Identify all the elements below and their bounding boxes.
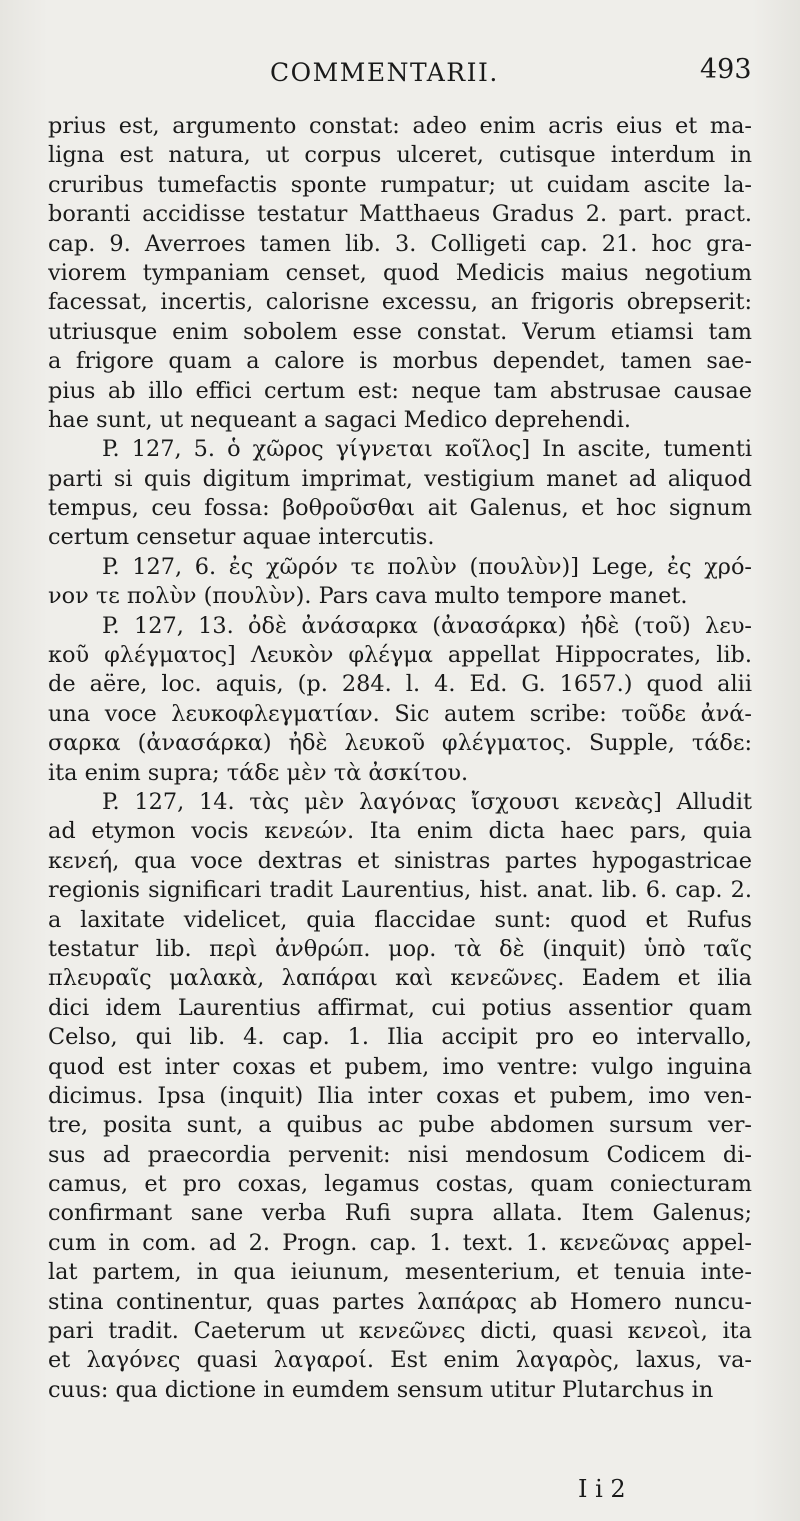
text-line: regionis significari tradit Laurentius, hist. anat. lib. 6. cap. 2. bbox=[48, 877, 752, 904]
text-line: a laxitate videlicet, quia flaccidae sunt: quod et Rufus bbox=[48, 906, 752, 933]
text-line: P. 127, 14. τὰς μὲν λαγόνας ἴσχουσι κενεὰς] Alludit bbox=[102, 788, 752, 815]
text-line: pari tradit. Caeterum ut κενεῶνες dicti, quasi κενεοὶ, ita bbox=[48, 1318, 752, 1345]
text-line: ligna est natura, ut corpus ulceret, cutisque interdum in bbox=[48, 142, 752, 169]
body-text bbox=[48, 112, 752, 1405]
text-line: νον τε πολὺν (πουλὺν). Pars cava multo tempore manet. bbox=[48, 583, 688, 610]
text-line: κενεή, qua voce dextras et sinistras partes hypogastricae bbox=[48, 847, 752, 874]
signature-mark: I i 2 bbox=[578, 1475, 626, 1503]
text-line: πλευραῖς μαλακὰ, λαπάραι καὶ κενεῶνες. Eadem et ilia bbox=[48, 965, 752, 992]
text-line: cruribus tumefactis sponte rumpatur; ut cuidam ascite la- bbox=[48, 171, 752, 198]
text-line: de aëre, loc. aquis, (p. 284. l. 4. Ed. G. 1657.) quod alii bbox=[48, 671, 752, 698]
text-line: cum in com. ad 2. Progn. cap. 1. text. 1. κενεῶνας appel- bbox=[48, 1229, 752, 1256]
text-line: viorem tympaniam censet, quod Medicis maius negotium bbox=[48, 259, 752, 286]
text-line: facessat, incertis, calorisne excessu, an frigoris obrepserit: bbox=[48, 289, 752, 316]
text-line: κοῦ φλέγματος] Λευκὸν φλέγμα appellat Hippocrates, lib. bbox=[48, 642, 752, 669]
text-line: prius est, argumento constat: adeo enim acris eius et ma- bbox=[48, 113, 752, 139]
text-line: confirmant sane verba Rufi supra allata. Item Galenus; bbox=[48, 1200, 752, 1227]
text-line: Celso, qui lib. 4. cap. 1. Ilia accipit pro eo intervallo, bbox=[48, 1024, 752, 1051]
running-title: COMMENTARII. bbox=[270, 58, 499, 87]
page-header bbox=[0, 52, 800, 92]
text-line: dicimus. Ipsa (inquit) Ilia inter coxas et pubem, imo ven- bbox=[48, 1082, 752, 1109]
text-line: P. 127, 13. ὀδὲ ἀνάσαρκα (ἀνασάρκα) ἠδὲ (τοῦ) λευ- bbox=[102, 612, 752, 639]
page-number: 493 bbox=[700, 54, 752, 85]
text-line: dici idem Laurentius affirmat, cui potius assentior quam bbox=[48, 994, 752, 1021]
text-line: ad etymon vocis κενεών. Ita enim dicta haec pars, quia bbox=[48, 818, 752, 845]
text-line: σαρκα (ἀνασάρκα) ἠδὲ λευκοῦ φλέγματος. Supple, τάδε: bbox=[48, 730, 752, 757]
text-line: una voce λευκοφλεγματίαν. Sic autem scribe: τοῦδε ἀνά- bbox=[48, 700, 752, 727]
text-line: tre, posita sunt, a quibus ac pube abdomen sursum ver- bbox=[48, 1112, 752, 1139]
text-line: utriusque enim sobolem esse constat. Verum etiamsi tam bbox=[48, 318, 752, 345]
text-line: cuus: qua dictione in eumdem sensum utitur Plutarchus in bbox=[48, 1376, 714, 1403]
text-line: tempus, ceu fossa: βοθροῦσθαι ait Galenus, et hoc signum bbox=[48, 495, 752, 522]
text-line: P. 127, 6. ἐς χῶρόν τε πολὺν (πουλὺν)] Lege, ἐς χρό- bbox=[102, 553, 752, 580]
text-line: quod est inter coxas et pubem, imo ventre: vulgo inguina bbox=[48, 1053, 752, 1080]
text-line: P. 127, 5. ὁ χῶρος γίγνεται κοῖλος] In ascite, tumenti bbox=[102, 436, 752, 463]
text-line: et λαγόνες quasi λαγαροί. Est enim λαγαρὸς, laxus, va- bbox=[48, 1347, 752, 1374]
text-line: testatur lib. περὶ ἀνθρώπ. μορ. τὰ δὲ (inquit) ὑπὸ ταῖς bbox=[48, 935, 752, 962]
text-line: boranti accidisse testatur Matthaeus Gradus 2. part. pract. bbox=[48, 201, 752, 228]
text-line: lat partem, in qua ieiunum, mesenterium, et tenuia inte- bbox=[48, 1259, 752, 1286]
text-line: parti si quis digitum imprimat, vestigium manet ad aliquod bbox=[48, 465, 752, 492]
text-line: ita enim supra; τάδε μὲν τὰ ἀσκίτου. bbox=[48, 759, 469, 786]
text-line: sus ad praecordia pervenit: nisi mendosum Codicem di- bbox=[48, 1141, 752, 1168]
text-line: camus, et pro coxas, legamus costas, quam coniecturam bbox=[48, 1171, 752, 1198]
text-line: cap. 9. Averroes tamen lib. 3. Colligeti cap. 21. hoc gra- bbox=[48, 230, 752, 257]
text-line: stina continentur, quas partes λαπάρας ab Homero nuncu- bbox=[48, 1288, 752, 1315]
text-line: certum censetur aquae intercutis. bbox=[48, 524, 435, 551]
text-line: hae sunt, ut nequeant a sagaci Medico deprehendi. bbox=[48, 406, 631, 433]
text-line: a frigore quam a calore is morbus dependet, tamen sae- bbox=[48, 348, 752, 375]
text-line: pius ab illo effici certum est: neque tam abstrusae causae bbox=[48, 377, 752, 404]
